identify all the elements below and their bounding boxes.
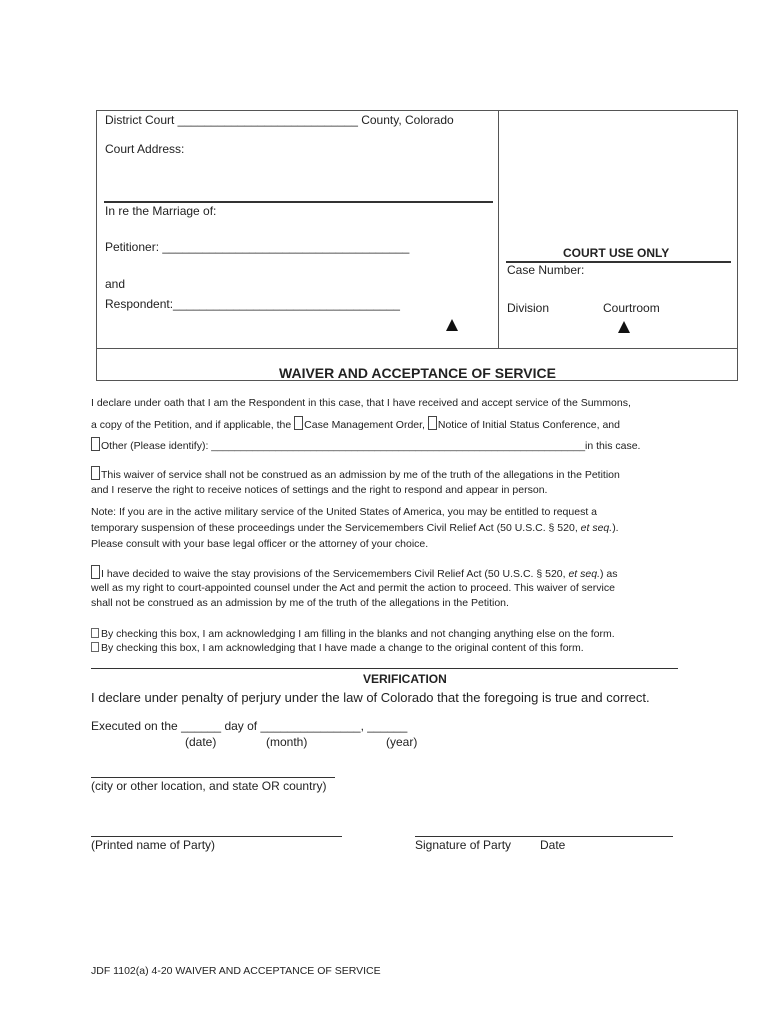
other-checkbox[interactable] [91, 437, 100, 451]
court-address-label: Court Address: [105, 142, 185, 156]
signature-line[interactable] [415, 836, 673, 837]
ack-no-change-checkbox[interactable] [91, 628, 99, 638]
triangle-marker-icon [446, 319, 458, 331]
stay-line-3: shall not be construed as an admission by me of the truth of the allegations in the Petition. [91, 597, 509, 609]
note-line-1: Note: If you are in the active military service of the United States of America, you may be entitled to request a [91, 506, 597, 518]
declaration-line-2-text: a copy of the Petition, and if applicable, the [91, 419, 295, 431]
ack-change-label: By checking this box, I am acknowledging that I have made a change to the original content of this form. [101, 642, 584, 654]
month-label: (month) [266, 735, 308, 749]
in-re-label: In re the Marriage of: [105, 204, 217, 218]
triangle-marker-icon [618, 321, 630, 333]
other-suffix: in this case. [585, 440, 641, 452]
ack-no-change-line [91, 628, 615, 640]
note-line-3: Please consult with your base legal officer or the attorney of your choice. [91, 538, 429, 550]
other-line [91, 437, 640, 452]
stay-waiver-checkbox[interactable] [91, 565, 100, 579]
note-line-2 [91, 522, 619, 534]
verification-statement: I declare under penalty of perjury under the law of Colorado that the foregoing is true and correct. [91, 690, 650, 705]
notice-status-conference-checkbox[interactable] [428, 416, 437, 430]
waiver-line-1 [91, 466, 620, 481]
verification-heading: VERIFICATION [363, 672, 447, 686]
district-court-line[interactable]: District Court ___________________________ County, Colorado [105, 113, 454, 127]
document-title: WAIVER AND ACCEPTANCE OF SERVICE [279, 365, 556, 381]
printed-name-label: (Printed name of Party) [91, 838, 216, 852]
year-label: (year) [386, 735, 418, 749]
division-label[interactable]: Division [507, 301, 550, 315]
ack-change-line [91, 642, 584, 654]
declaration-line-1: I declare under oath that I am the Respondent in this case, that I have received and accept service of the Summons, [91, 397, 631, 409]
section-separator [91, 668, 678, 669]
case-management-label: Case Management Order, [304, 419, 428, 431]
petitioner-field[interactable]: Petitioner: _____________________________________ [105, 240, 410, 254]
waiver-checkbox[interactable] [91, 466, 100, 480]
note-et-seq: et seq. [580, 522, 613, 534]
ack-no-change-label: By checking this box, I am acknowledging I am filling in the blanks and not changing anything else on the form. [101, 628, 615, 640]
stay-line-1-end: ) as [600, 568, 618, 580]
printed-name-line[interactable] [91, 836, 342, 837]
ack-change-checkbox[interactable] [91, 642, 99, 652]
stay-line-2: well as my right to court-appointed counsel under the Act and permit the action to proceed. This waiver of service [91, 582, 615, 594]
and-label: and [105, 277, 126, 291]
waiver-line-2: and I reserve the right to receive notices of settings and the right to respond and appear in person. [91, 484, 548, 496]
executed-on-line[interactable]: Executed on the ______ day of _______________, ______ [91, 719, 408, 733]
case-management-checkbox[interactable] [294, 416, 303, 430]
signature-date-label: Date [540, 838, 566, 852]
location-label: (city or other location, and state OR country) [91, 779, 327, 793]
note-line-2-end: ). [612, 522, 619, 534]
court-address-rule [104, 201, 493, 203]
courtroom-label[interactable]: Courtroom [603, 301, 660, 315]
form-footer: JDF 1102(a) 4-20 WAIVER AND ACCEPTANCE OF SERVICE [91, 965, 381, 977]
signature-label: Signature of Party [415, 838, 512, 852]
declaration-line-2 [91, 416, 620, 431]
stay-et-seq: et seq. [568, 568, 600, 580]
caption-horizontal-divider [96, 348, 738, 349]
note-line-2-text: temporary suspension of these proceedings under the Servicemembers Civil Relief Act (50 U.S.C. § 520, [91, 522, 581, 534]
case-number-label[interactable]: Case Number: [507, 263, 585, 277]
location-signature-line[interactable] [91, 777, 335, 778]
waiver-line-1-text: This waiver of service shall not be construed as an admission by me of the truth of the allegations in the Petition [101, 469, 620, 481]
stay-line-1-text: I have decided to waive the stay provisions of the Servicemembers Civil Relief Act (50 U.S.C. § 520, [101, 568, 569, 580]
stay-line-1 [91, 565, 618, 580]
notice-status-conference-label: Notice of Initial Status Conference, and [437, 419, 620, 431]
court-use-only-label: COURT USE ONLY [563, 246, 670, 260]
date-label: (date) [185, 735, 217, 749]
caption-vertical-divider [498, 110, 499, 349]
respondent-field[interactable]: Respondent:__________________________________ [105, 297, 400, 311]
other-field[interactable]: Other (Please identify): ________________________________________________________________ [101, 440, 586, 452]
